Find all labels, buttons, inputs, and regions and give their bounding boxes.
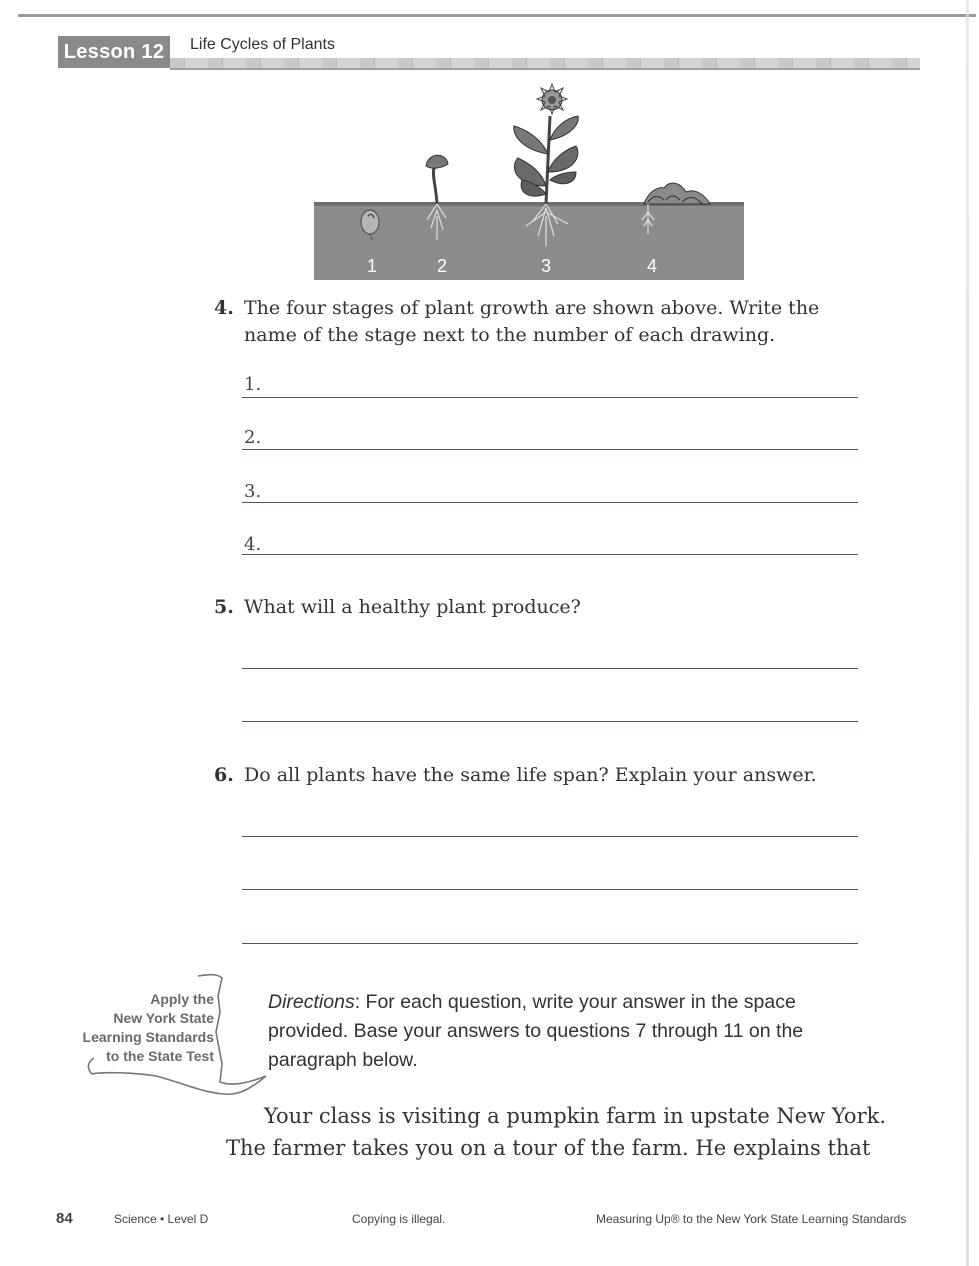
page-edge [966, 0, 969, 1266]
stage-number-1: 1 [366, 256, 378, 276]
question-6 [214, 762, 817, 789]
directions-text: : For each question, write your answer in the space provided. Base your answers to questions 7 through 11 on the paragraph below. [268, 991, 804, 1071]
question-text: What will a healthy plant produce? [244, 596, 581, 618]
blank-label-1: 1. [244, 374, 262, 395]
answer-line-q6-3[interactable] [242, 943, 858, 944]
footer-series: Measuring Up® to the New York State Learning Standards [596, 1212, 907, 1226]
lesson-title: Life Cycles of Plants [190, 36, 335, 53]
stage-number-4: 4 [646, 256, 658, 276]
footer-copy-notice: Copying is illegal. [352, 1212, 446, 1226]
question-5 [214, 594, 581, 621]
question-number: 5. [214, 596, 234, 618]
lesson-tag: Lesson 12 [58, 36, 170, 68]
soil-block [314, 204, 744, 280]
question-text: Do all plants have the same life span? Explain your answer. [244, 764, 817, 786]
answer-line-q6-2[interactable] [242, 889, 858, 890]
directions-label: Directions [268, 991, 355, 1013]
reading-passage [226, 1100, 886, 1164]
passage-line-2: The farmer takes you on a tour of the farm. He explains that [226, 1136, 871, 1160]
blank-label-2: 2. [244, 427, 262, 448]
header-rule [170, 58, 920, 70]
top-rule [18, 14, 976, 17]
plant-stages-figure [314, 76, 744, 280]
apply-standards-text: Apply the New York State Learning Standards to the State Test [82, 991, 214, 1064]
stage-number-3: 3 [540, 256, 552, 276]
answer-line-q4-4[interactable] [242, 554, 858, 555]
answer-line-q4-2[interactable] [242, 449, 858, 450]
question-4 [214, 295, 820, 346]
page-number: 84 [56, 1210, 73, 1227]
stage-number-2: 2 [436, 256, 448, 276]
answer-line-q4-1[interactable] [242, 397, 858, 398]
question-number: 4. [214, 297, 234, 319]
footer-subject: Science • Level D [114, 1212, 209, 1226]
blank-label-3: 3. [244, 481, 262, 502]
apply-standards-callout [70, 972, 280, 1102]
answer-line-q5-2[interactable] [242, 721, 858, 722]
directions [268, 988, 868, 1075]
lesson-header [58, 36, 920, 70]
answer-line-q6-1[interactable] [242, 836, 858, 837]
question-number: 6. [214, 764, 234, 786]
answer-line-q4-3[interactable] [242, 502, 858, 503]
blank-label-4: 4. [244, 534, 262, 555]
question-text: The four stages of plant growth are shown above. Write the name of the stage next to the number of each drawing. [244, 297, 820, 346]
passage-line-1: Your class is visiting a pumpkin farm in upstate New York. [264, 1104, 887, 1128]
answer-line-q5-1[interactable] [242, 668, 858, 669]
